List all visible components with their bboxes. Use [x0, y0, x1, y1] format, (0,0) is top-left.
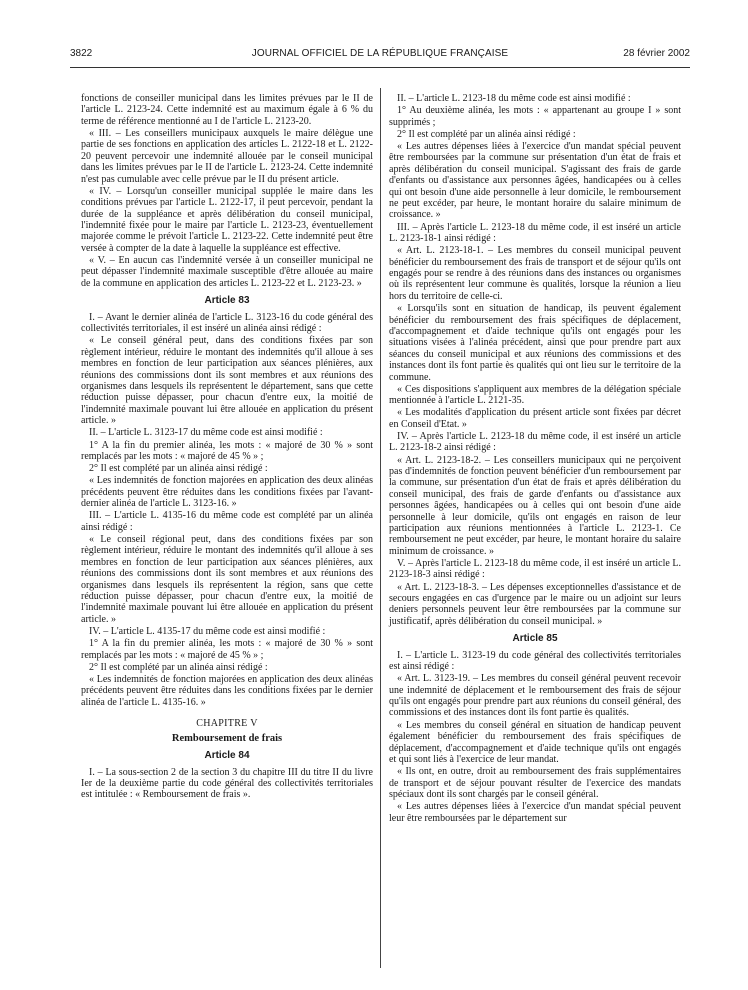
paragraph: II. – L'article L. 2123-18 du même code est ainsi modifié : — [397, 93, 631, 104]
paragraph: IV. – Après l'article L. 2123-18 du même code, il est inséré un article L. 2123-18-2 ainsi rédigé : — [389, 430, 681, 454]
paragraph: « Ces dispositions s'appliquent aux membres de la délégation spéciale mentionnée à l'article L. 2121-35. — [389, 383, 681, 407]
paragraph: « Les modalités d'application du présent article sont fixées par décret en Conseil d'Etat. » — [389, 407, 681, 430]
paragraph: « Art. L. 2123-18-1. – Les membres du conseil municipal peuvent bénéficier du remboursement des frais de transport et de séjour qu'ils ont engagés pour se rendre à des réunions dans des instances ou organismes où ils représentent leur commune ès qualités, lorsque la réunion a lieu hors du territoire de celle-ci. — [389, 245, 681, 302]
right-column — [389, 93, 681, 825]
paragraph: « Les autres dépenses liées à l'exercice d'un mandat spécial peuvent être remboursées par la commune sur présentation d'un état de frais et après délibération du conseil municipal. S'agissant des frais de garde d'enfants ou d'assistance aux personnes âgées, handicapées ou à celles qui ont besoin d'une aide personnelle à leur domicile, le remboursement ne peut excéder, par heure, le montant horaire du salaire minimum de croissance. » — [389, 141, 681, 221]
paragraph: « III. – Les conseillers municipaux auxquels le maire délègue une partie de ses fonctions en application des articles L. 2122-18 et L. 2122-20 peuvent percevoir une indemnité allouée par le conseil municipal dans les limites prévues par le II de l'article L. 2123-24. Cette indemnité n'est pas cumulable avec celle prévue par le II du présent article. — [81, 128, 373, 185]
paragraph: 1° Au deuxième alinéa, les mots : « appartenant au groupe I » sont supprimés ; — [389, 105, 681, 128]
paragraph: « Le conseil régional peut, dans des conditions fixées par son règlement intérieur, réduire le montant des indemnités qu'il alloue à ses membres en fonction de leur participation aux séances plénières, aux réunions des commissions dont ils sont membres et aux réunions des organismes dans lesquels ils représentent la région, sans que cette réduction puisse dépasser, pour chacun d'entre eux, la moitié de l'indemnité maximale pouvant lui être allouée en application du présent article. » — [81, 534, 373, 625]
left-column — [81, 93, 373, 802]
paragraph: V. – Après l'article L. 2123-18 du même code, il est inséré un article L. 2123-18-3 ainsi rédigé : — [389, 558, 681, 581]
paragraph: « IV. – Lorsqu'un conseiller municipal supplée le maire dans les conditions prévues par l'article L. 2122-17, il peut percevoir, pendant la durée de la suppléance et après délibération du conseil municipal, l'indemnité fixée pour le maire par l'article L. 2123-23, éventuellement majorée comme le prévoit l'article L. 2123-22. Cette indemnité peut être versée à compter de la date à laquelle la suppléance est effective. — [81, 185, 373, 254]
header-rule — [70, 67, 690, 68]
article-heading: Article 85 — [512, 633, 558, 645]
paragraph: fonctions de conseiller municipal dans les limites prévues par le II de l'article L. 2123-24. Cette indemnité est au maximum égale à 6 % du terme de référence mentionné au I de l'article L. 2123-20. — [81, 93, 373, 127]
paragraph: « Les indemnités de fonction majorées en application des deux alinéas précédents peuvent être réduites dans les conditions fixées par le dernier alinéa de l'article L. 4135-16. » — [81, 674, 373, 708]
paragraph: « Lorsqu'ils sont en situation de handicap, ils peuvent également bénéficier du remboursement des frais spécifiques de déplacement, d'accompagnement et d'aide technique qu'ils ont engagés pour les situations visées à l'alinéa précédent, ainsi que pour prendre part aux séances du conseil municipal et aux réunions des commissions et des instances dont ils font partie ès qualités qui ont lieu sur le territoire de la commune. — [389, 303, 681, 383]
paragraph: I. – L'article L. 3123-19 du code général des collectivités territoriales est ainsi rédigé : — [389, 649, 681, 673]
page-number: 3822 — [70, 48, 93, 59]
column-divider — [380, 88, 381, 968]
issue-date: 28 février 2002 — [623, 48, 690, 59]
paragraph: « Art. L. 2123-18-2. – Les conseillers municipaux qui ne perçoivent pas d'indemnités de fonction peuvent bénéficier d'un remboursement par la commune, sur présentation d'un état de frais et après délibération du conseil municipal, des frais de garde d'enfants ou d'assistance aux personnes âgées, handicapées ou à celles qui ont besoin d'une aide personnelle à leur domicile, qu'ils ont engagés en raison de leur participation aux réunions mentionnées à l'article L. 2123-1. Ce remboursement ne peut excéder, par heure, le montant horaire du salaire minimum de croissance. » — [389, 454, 681, 557]
paragraph: 2° Il est complété par un alinéa ainsi rédigé : — [89, 463, 268, 475]
paragraph: 1° A la fin du premier alinéa, les mots : « majoré de 30 % » sont remplacés par les mots : « majoré de 45 % » ; — [81, 638, 373, 661]
paragraph: « Les indemnités de fonction majorées en application des deux alinéas précédents peuvent être réduites dans les conditions fixées par l'avant-dernier alinéa de l'article L. 3123-16. » — [81, 475, 373, 510]
article-heading: Article 84 — [204, 750, 250, 762]
paragraph: I. – Avant le dernier alinéa de l'article L. 3123-16 du code général des collectivités territoriales, il est inséré un alinéa ainsi rédigé : — [81, 311, 373, 335]
paragraph: 2° Il est complété par un alinéa ainsi rédigé : — [397, 128, 576, 140]
paragraph: « Les autres dépenses liées à l'exercice d'un mandat spécial peuvent leur être remboursées par le département sur — [389, 801, 681, 824]
journal-title: JOURNAL OFFICIEL DE LA RÉPUBLIQUE FRANÇAISE — [251, 48, 509, 59]
paragraph: 2° Il est complété par un alinéa ainsi rédigé : — [89, 661, 268, 673]
paragraph: « Les membres du conseil général en situation de handicap peuvent également bénéficier du remboursement des frais spécifiques de déplacement, d'accompagnement et d'aide technique qu'ils ont engagés et qui sont liés à l'exercice de leur mandat. — [389, 719, 681, 765]
paragraph: 1° A la fin du premier alinéa, les mots : « majoré de 30 % » sont remplacés par les mots : « majoré de 45 % » ; — [81, 439, 373, 462]
paragraph: « Ils ont, en outre, droit au remboursement des frais supplémentaires de transport et de séjour pouvant résulter de l'exercice des mandats spéciaux dont ils sont chargés par le conseil général. — [389, 766, 681, 800]
paragraph: III. – Après l'article L. 2123-18 du même code, il est inséré un article L. 2123-18-1 ainsi rédigé : — [389, 221, 681, 245]
article-heading: Article 83 — [204, 295, 250, 307]
paragraph: « Art. L. 2123-18-3. – Les dépenses exceptionnelles d'assistance et de secours engagées en cas d'urgence par le maire ou un adjoint sur leurs deniers personnels peuvent leur être remboursées par la commune sur justificatif, après délibération du conseil municipal. » — [389, 581, 681, 627]
chapter-label: CHAPITRE V — [196, 718, 258, 730]
paragraph: I. – La sous-section 2 de la section 3 du chapitre III du titre II du livre Ier de la deuxième partie du code général des collectivités territoriales est intitulée : « Remboursement de frais ». — [81, 766, 373, 801]
paragraph: III. – L'article L. 4135-16 du même code est complété par un alinéa ainsi rédigé : — [81, 510, 373, 533]
paragraph: II. – L'article L. 3123-17 du même code est ainsi modifié : — [89, 427, 323, 439]
paragraph: « V. – En aucun cas l'indemnité versée à un conseiller municipal ne peut dépasser l'indemnité maximale susceptible d'être allouée au maire de la commune en application des articles L. 2123-22 et L. 2123-23. » — [81, 255, 373, 289]
page-header — [70, 48, 690, 62]
paragraph: « Le conseil général peut, dans des conditions fixées par son règlement intérieur, réduire le montant des indemnités qu'il alloue à ses membres en fonction de leur participation aux séances plénières, aux réunions des commissions dont ils sont membres et aux réunions des organismes dans lesquels ils représentent le département, sans que cette réduction puisse dépasser, pour chacun d'entre eux, la moitié de l'indemnité maximale pouvant lui être allouée en application du présent article. » — [81, 335, 373, 427]
paragraph: IV. – L'article L. 4135-17 du même code est ainsi modifié : — [89, 626, 326, 638]
paragraph: « Art. L. 3123-19. – Les membres du conseil général peuvent recevoir une indemnité de déplacement et le remboursement des frais de séjour qu'ils ont engagés pour prendre part aux réunions du conseil général, des commissions et des instances dont ils font partie ès qualités. — [389, 673, 681, 719]
chapter-title: Remboursement de frais — [171, 732, 283, 744]
